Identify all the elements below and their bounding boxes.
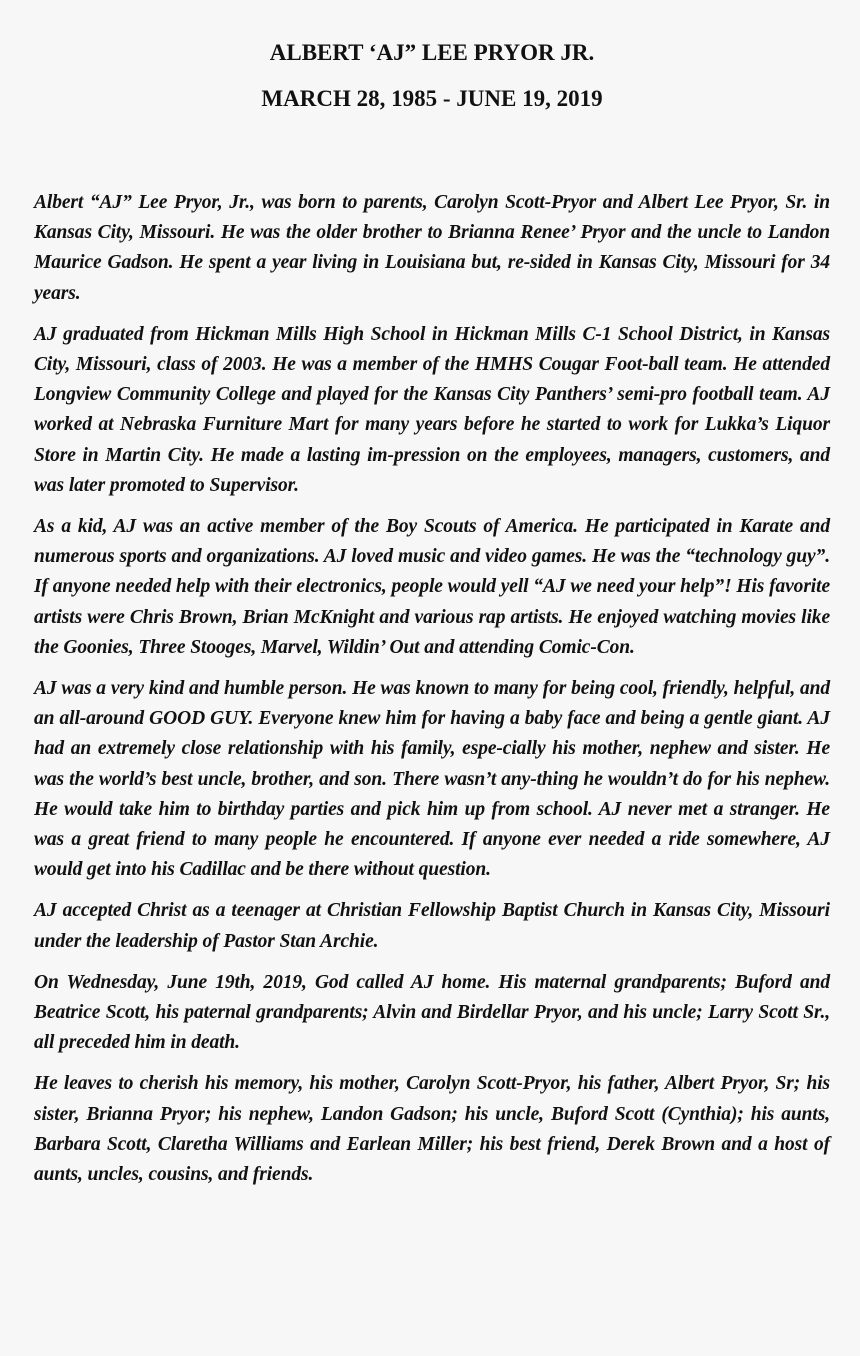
- life-dates-heading: MARCH 28, 1985 - JUNE 19, 2019: [261, 86, 603, 111]
- paragraph-survivors: He leaves to cherish his memory, his mother, Carolyn Scott-Pryor, his father, Albert Pryor, Sr; his sister, Brianna Pryor; his nephew, Landon Gadson; his uncle, Buford Scott (Cynthia); his aunts, Barbara Scott, Claretha Williams and Earlean Miller; his best friend, Derek Brown and a host of aunts, uncles, cousins, and friends.: [34, 1073, 830, 1186]
- paragraph-childhood-interests: As a kid, AJ was an active member of the Boy Scouts of America. He participated in Karate and numerous sports and organizations. AJ loved music and video games. He was the “technology guy”. If anyone needed help with their electronics, people would yell “AJ we need your help”! His favorite artists were Chris Brown, Brian McKnight and various rap artists. He enjoyed watching movies like the Goonies, Three Stooges, Marvel, Wildin’ Out and attending Comic-Con.: [34, 516, 830, 658]
- paragraph-passing: On Wednesday, June 19th, 2019, God called AJ home. His maternal grandparents; Buford and Beatrice Scott, his paternal grandparents; Alvin and Birdellar Pryor, and his uncle; Larry Scott Sr., all preceded him in death.: [34, 971, 830, 1054]
- obituary-header: [34, 30, 830, 122]
- paragraph-education-work: AJ graduated from Hickman Mills High School in Hickman Mills C-1 School District, in Kansas City, Missouri, class of 2003. He was a member of the HMHS Cougar Foot-ball team. He attended Longview Community College and played for the Kansas City Panthers’ semi-pro football team. AJ worked at Nebraska Furniture Mart for many years before he started to work for Lukka’s Liquor Store in Martin City. He made a lasting im-pression on the employees, managers, customers, and was later promoted to Supervisor.: [34, 323, 830, 496]
- paragraph-faith: AJ accepted Christ as a teenager at Christian Fellowship Baptist Church in Kansas City, Missouri under the leadership of Pastor Stan Archie.: [34, 900, 830, 952]
- paragraph-birth-family: Albert “AJ” Lee Pryor, Jr., was born to parents, Carolyn Scott-Pryor and Albert Lee Pryor, Sr. in Kansas City, Missouri. He was the older brother to Brianna Renee’ Pryor and the uncle to Landon Maurice Gadson. He spent a year living in Louisiana but, re-sided in Kansas City, Missouri for 34 years.: [34, 192, 830, 304]
- paragraph-character: AJ was a very kind and humble person. He was known to many for being cool, friendly, helpful, and an all-around GOOD GUY. Everyone knew him for having a baby face and being a gentle giant. AJ had an extremely close relationship with his family, espe-cially his mother, nephew and sister. He was the world’s best uncle, brother, and son. There wasn’t any-thing he wouldn’t do for his nephew. He would take him to birthday parties and pick him up from school. AJ never met a stranger. He was a great friend to many people he encountered. If anyone ever needed a ride somewhere, AJ would get into his Cadillac and be there without question.: [34, 678, 830, 881]
- obituary-body: [34, 188, 830, 1190]
- deceased-name-heading: ALBERT ‘AJ” LEE PRYOR JR.: [269, 40, 595, 65]
